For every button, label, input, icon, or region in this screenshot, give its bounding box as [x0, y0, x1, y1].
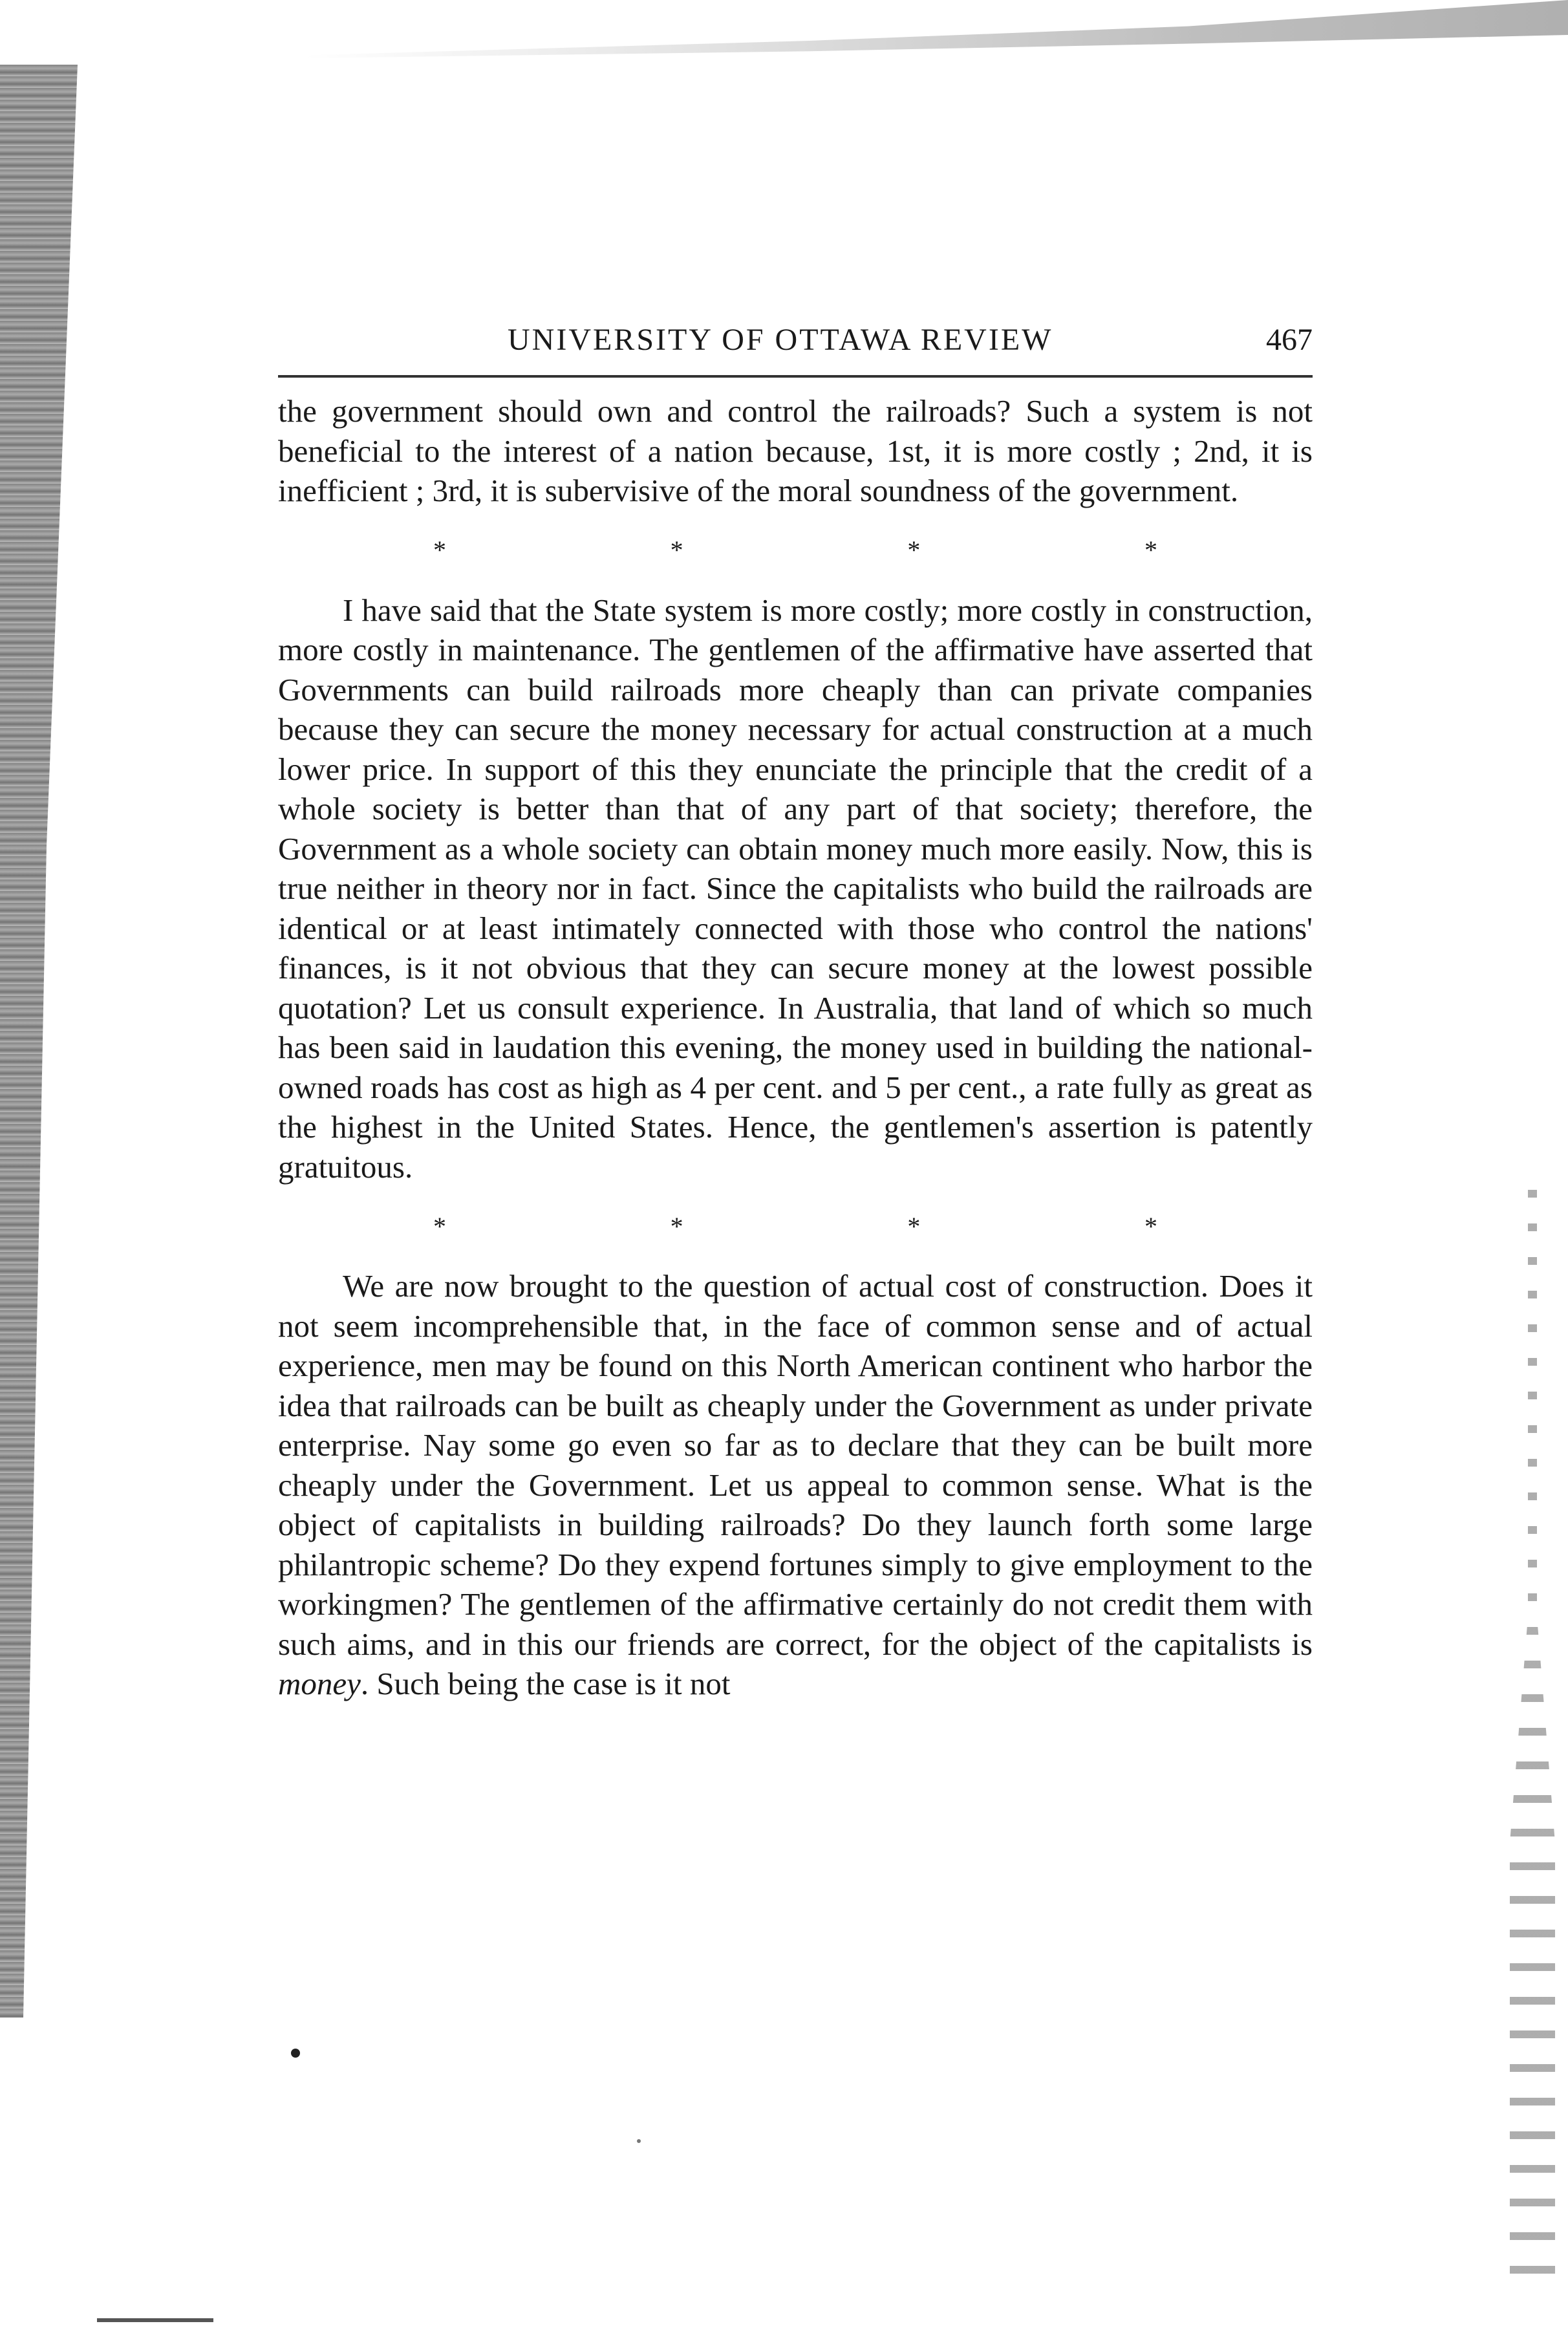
separator-asterisk: * — [670, 1211, 683, 1241]
paragraph-3-tail: . Such being the case is it not — [360, 1666, 731, 1701]
separator-asterisk: * — [1144, 1211, 1157, 1241]
scan-edge-left — [0, 65, 78, 2018]
page-number: 467 — [1266, 323, 1313, 357]
running-header — [278, 317, 1313, 369]
separator-asterisk: * — [433, 1211, 446, 1241]
separator-asterisk: * — [433, 535, 446, 565]
header-rule — [278, 375, 1313, 378]
scan-edge-top — [304, 0, 1568, 58]
page-body — [278, 391, 1313, 1704]
emphasis-money: money — [278, 1666, 361, 1701]
separator-asterisk: * — [1144, 535, 1157, 565]
section-separator-1 — [278, 511, 1313, 590]
section-separator-2 — [278, 1187, 1313, 1266]
scan-edge-right — [1510, 1164, 1555, 2296]
paragraph-1: the government should own and control the railroads? Such a system is not beneficial to the interest of a nation because, 1st, it is more costly ; 2nd, it is inefficient ; 3rd, it is subervisive of the moral soundness of the government. — [278, 393, 1313, 508]
paragraph-2: I have said that the State system is more costly; more costly in construction, more costly in maintenance. The gentlemen of the affirmative have asserted that Governments can build railroads more cheaply than can private companies because they can secure the money necessary for actual construction at a much lower price. In support of this they enunciate the principle that the credit of a whole society is better than that of any part of that society; therefore, the Government as a whole society can obtain money much more easily. Now, this is true neither in theory nor in fact. Since the capitalists who build the railroads are identical or at least intimately connected with those who control the nations' finances, is it not obvious that they can secure money at the lowest possible quotation? Let us consult experience. In Australia, that land of which so much has been said in laudation this evening, the money used in building the national-owned roads has cost as high as 4 per cent. and 5 per cent., a rate fully as great as the highest in the United States. Hence, the gentlemen's assertion is patently gratuitous. — [278, 592, 1313, 1185]
separator-asterisk: * — [670, 535, 683, 565]
ink-speck — [637, 2139, 641, 2143]
separator-asterisk: * — [907, 535, 921, 565]
paragraph-3-text: We are now brought to the question of actual cost of construction. Does it not seem incomprehensible that, in the face of common sense and of actual experience, men may be found on this North American continent who harbor the idea that railroads can be built as cheaply under the Government as under private enterprise. Nay some go even so far as to declare that they can be built more cheaply under the Government. Let us appeal to common sense. What is the object of capitalists in building railroads? Do they launch forth some large philantropic scheme? Do they expend fortunes simply to give employment to the workingmen? The gentlemen of the affirmative certainly do not credit them with such aims, and in this our friends are correct, for the object of the capitalists is — [278, 1268, 1313, 1662]
separator-asterisk: * — [907, 1211, 921, 1241]
paragraph-3 — [278, 1266, 1313, 1704]
journal-title: UNIVERSITY OF OTTAWA REVIEW — [508, 323, 1053, 357]
scan-mark-bottom-left — [97, 2318, 213, 2322]
ink-dot — [291, 2049, 300, 2058]
